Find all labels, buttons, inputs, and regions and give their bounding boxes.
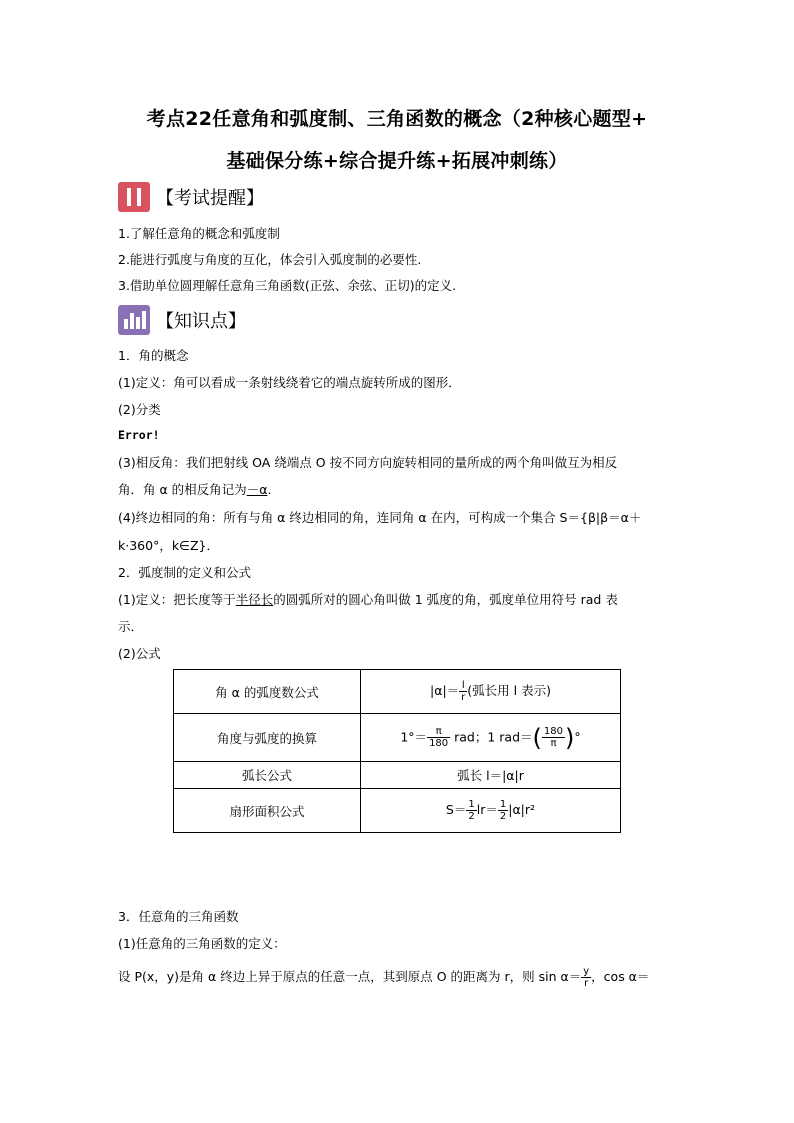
section-header-knowledge: [118, 303, 246, 337]
pause-bars-icon: [118, 182, 150, 212]
k1-terminal-line2: k·360°，k∈Z}．: [118, 538, 219, 553]
formula-table: [173, 669, 621, 833]
page-title-line2: 基础保分练+综合提升练+拓展冲刺练）: [226, 150, 568, 172]
k2-heading: 2．弧度制的定义和公式: [118, 565, 251, 580]
fraction: $\frac{\pi}{180}$: [429, 726, 449, 749]
exam-item-1: 1.了解任意角的概念和弧度制: [118, 226, 280, 241]
section-heading-knowledge: 【知识点】: [156, 311, 246, 332]
k1-opposite-line1: (3)相反角：我们把射线 OA 绕端点 O 按不同方向旋转相同的量所成的两个角叫做互为相反: [118, 455, 618, 470]
k3-definition: (1)任意角的三角函数的定义：: [118, 936, 286, 951]
table-row: [174, 789, 621, 833]
table-cell-value: 弧长 l＝|α|r: [361, 762, 621, 789]
exam-item-2: 2.能进行弧度与角度的互化，体会引入弧度制的必要性.: [118, 252, 422, 267]
table-cell-label: 扇形面积公式: [174, 789, 361, 833]
k1-definition: (1)定义：角可以看成一条射线绕着它的端点旋转所成的图形．: [118, 375, 461, 390]
fraction: $\frac{l}{r}$: [461, 680, 466, 703]
table-cell-label: 弧长公式: [174, 762, 361, 789]
k3-heading: 3．任意角的三角函数: [118, 909, 239, 924]
section-header-exam: [118, 180, 264, 214]
table-row: [174, 714, 621, 762]
k3-point-definition: 设 P(x，y)是角 α 终边上异于原点的任意一点，其到原点 O 的距离为 r，则 sin α＝ $\frac{y}{r}$ ，cos α＝: [118, 966, 650, 989]
error-text: Error!: [118, 428, 160, 442]
k2-definition-line2: 示．: [118, 619, 144, 634]
table-row: [174, 670, 621, 714]
table-cell-value: S＝ $\frac{1}{2}$ lr＝ $\frac{1}{2}$ |α|r²: [361, 789, 621, 833]
fraction: $\frac{180}{\pi}$: [543, 726, 563, 749]
k1-terminal-line1: (4)终边相同的角：所有与角 α 终边相同的角，连同角 α 在内，可构成一个集合 S＝{β|β＝α＋: [118, 510, 642, 525]
exam-item-3: 3.借助单位圆理解任意角三角函数(正弦、余弦、正切)的定义.: [118, 278, 457, 293]
k2-definition-line1: (1)定义：把长度等于半径长的圆弧所对的圆心角叫做 1 弧度的角，弧度单位用符号 rad 表: [118, 592, 618, 607]
k1-opposite-line2: 角．角 α 的相反角记为－α.: [118, 482, 272, 497]
k2-formula-label: (2)公式: [118, 646, 161, 661]
fraction: $\frac{1}{2}$: [499, 799, 507, 822]
table-row: [174, 762, 621, 789]
section-heading-exam: 【考试提醒】: [156, 188, 264, 209]
table-cell-label: 角 α 的弧度数公式: [174, 670, 361, 714]
table-cell-value: |α|＝ $\frac{l}{r}$ (弧长用 l 表示): [361, 670, 621, 714]
k1-heading: 1．角的概念: [118, 348, 189, 363]
radius-length-answer: 半径长: [235, 592, 274, 607]
fraction: $\frac{y}{r}$: [583, 966, 590, 989]
table-cell-label: 角度与弧度的换算: [174, 714, 361, 762]
k1-classification: (2)分类: [118, 402, 161, 417]
page-title-line1: 考点22任意角和弧度制、三角函数的概念（2种核心题型+: [146, 108, 648, 130]
bar-chart-icon: [118, 305, 150, 335]
table-cell-value: 1°＝ $\frac{\pi}{180}$ rad；1 rad＝( $\frac{180}{\pi}$ )°: [361, 714, 621, 762]
opposite-angle-answer: －α: [246, 482, 268, 497]
fraction: $\frac{1}{2}$: [468, 799, 475, 822]
